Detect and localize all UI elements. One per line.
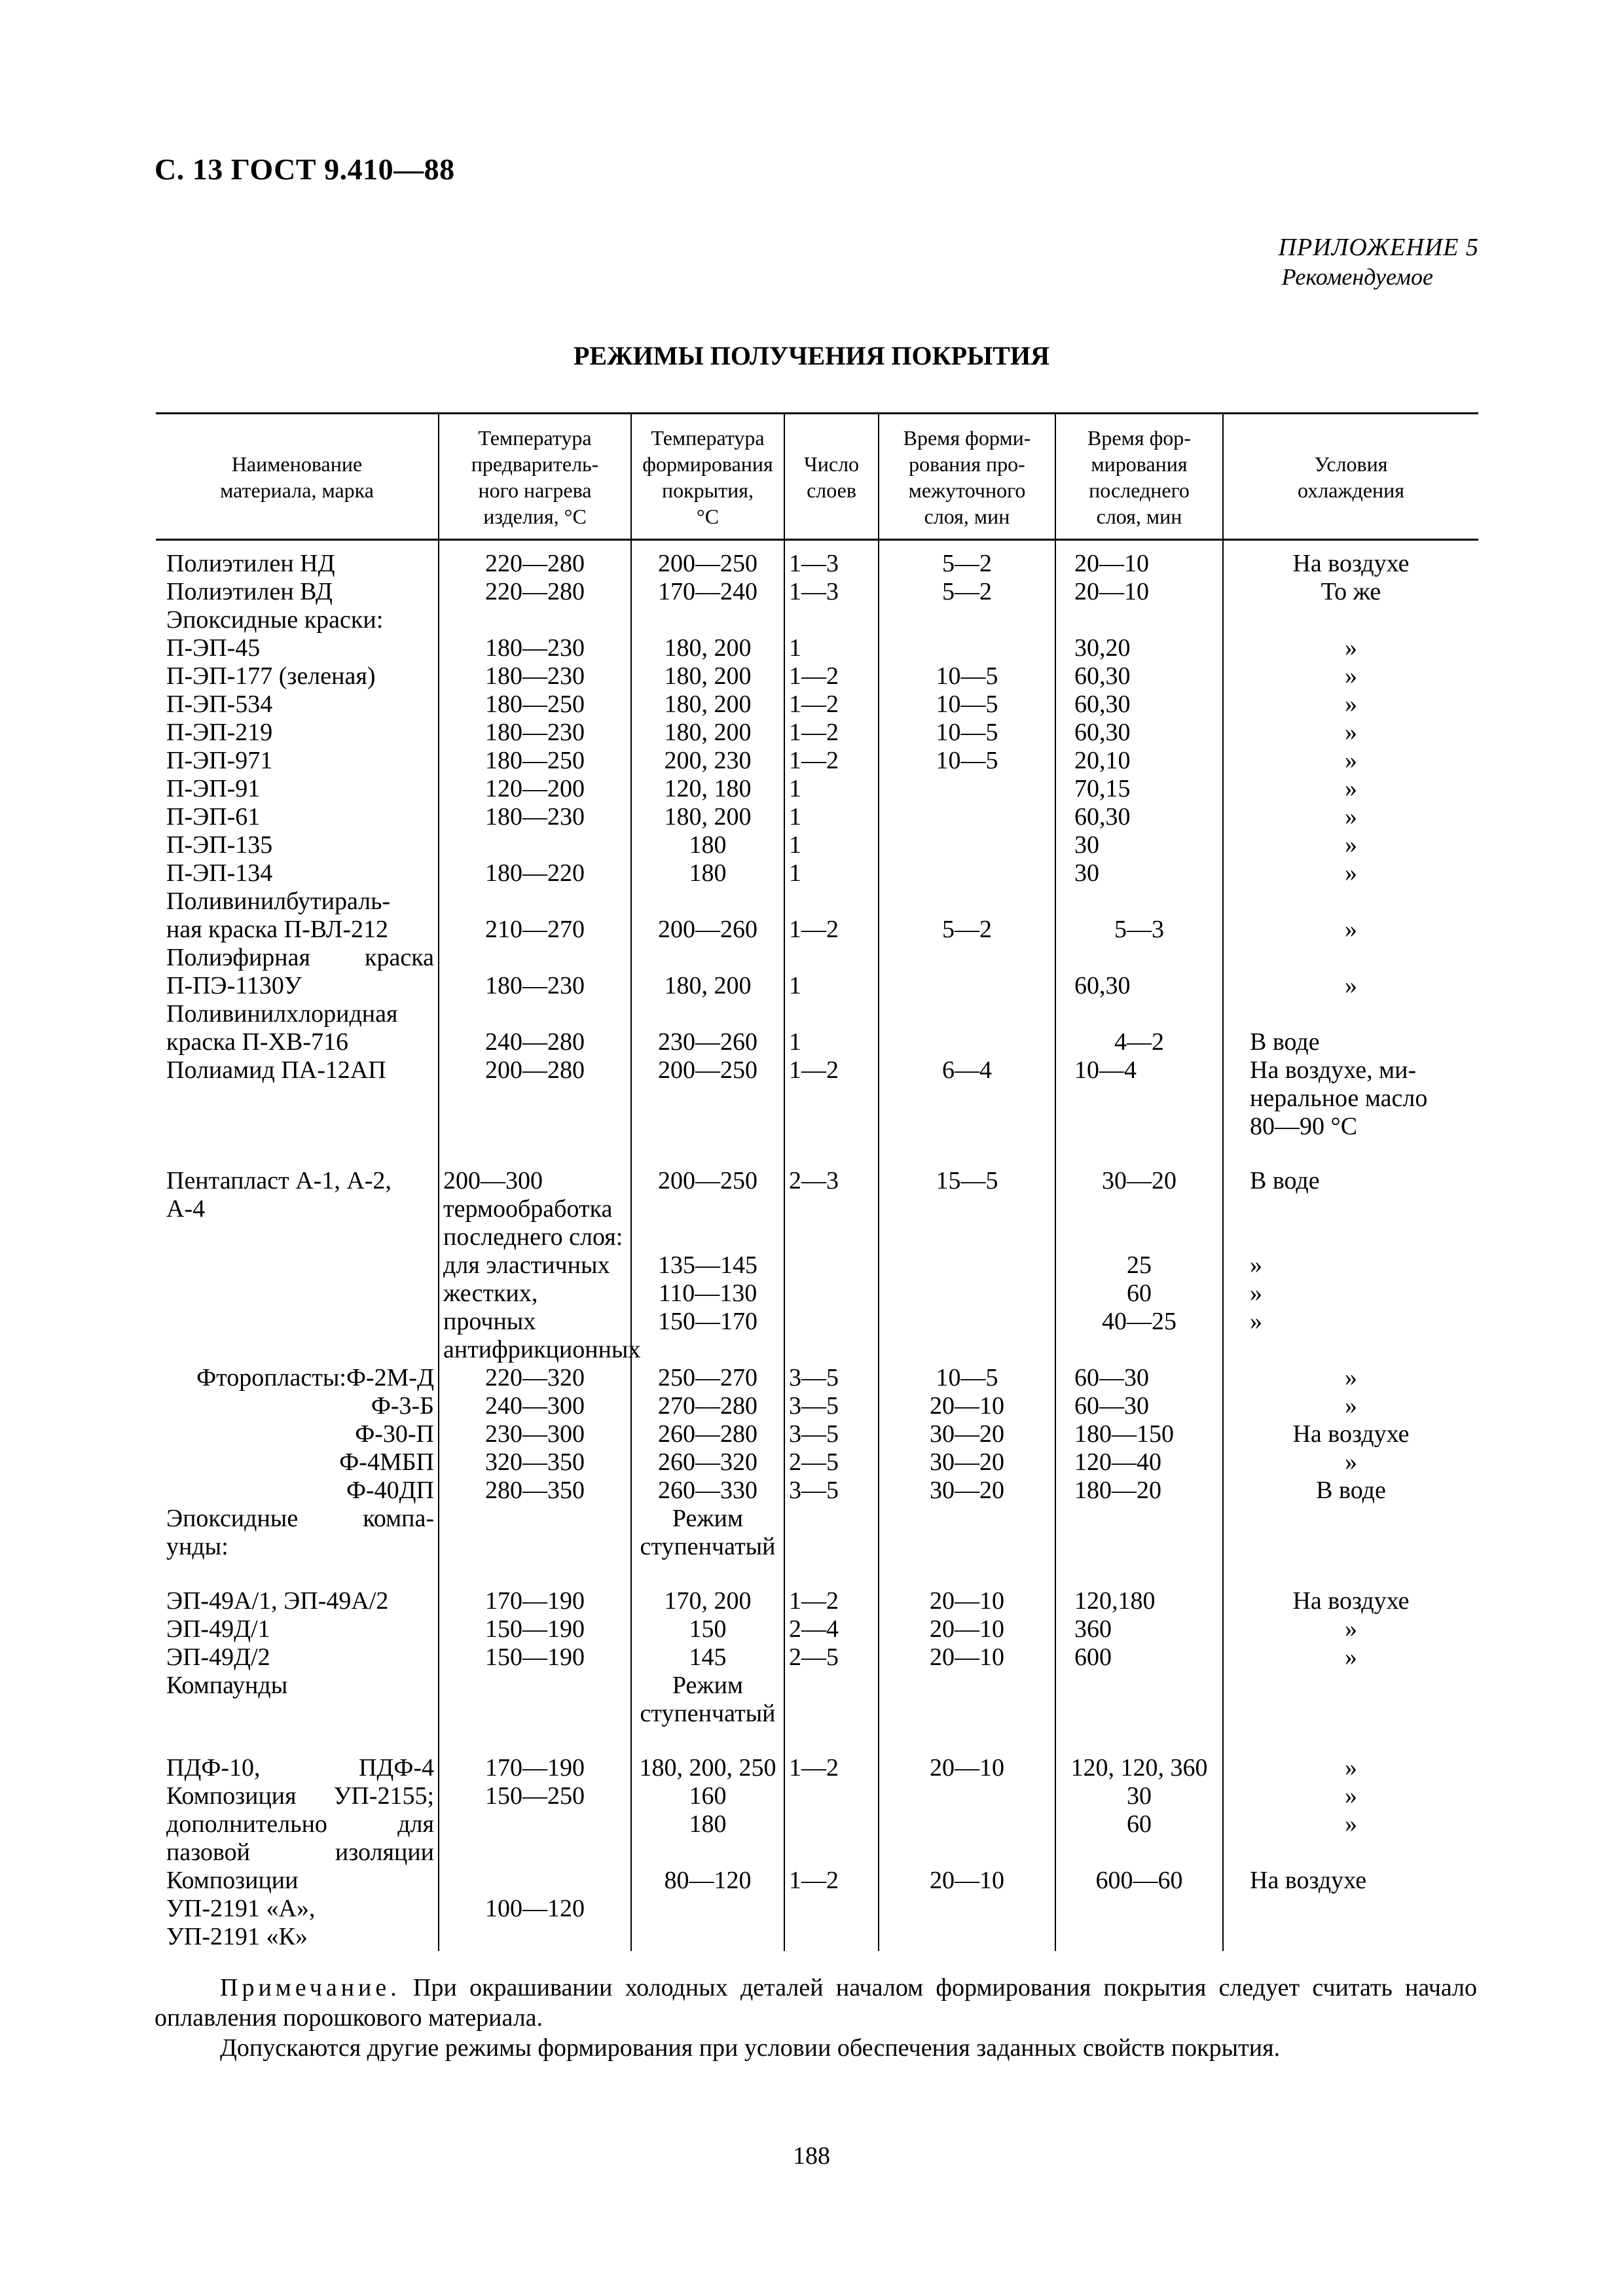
table-cell: 250—270 270—280 260—280 260—320 260—330 xyxy=(631,1364,784,1505)
table-cell: Фторопласты:Ф-2М-Д Ф-3-Б Ф-30-П Ф-4МБП Ф-40ДП xyxy=(196,1364,434,1504)
table-cell xyxy=(784,606,879,634)
table-row xyxy=(156,1141,1478,1364)
table-cell: 1 xyxy=(784,831,879,859)
table-cell: 1—2 2—4 2—5 xyxy=(784,1561,879,1672)
table-cell: 600—60 xyxy=(1055,1867,1223,1951)
table-cell: 200—300 термообработка последнего слоя: для эластичных жестких, прочных антифрикционных xyxy=(439,1141,631,1364)
table-cell: 170—190 150—190 150—190 xyxy=(439,1561,631,1672)
table-cell: 180—230 xyxy=(439,803,631,831)
table-cell: 10—4 xyxy=(1055,1056,1223,1141)
table-row xyxy=(156,944,1478,1000)
table-cell: » xyxy=(1223,634,1478,662)
document-title: РЕЖИМЫ ПОЛУЧЕНИЯ ПОКРЫТИЯ xyxy=(574,341,1049,370)
table-cell: 180—230 xyxy=(439,662,631,691)
table-cell: Режим ступенчатый xyxy=(631,1672,784,1728)
table-cell: » xyxy=(1223,944,1478,1000)
table-cell xyxy=(784,1505,879,1561)
col-header-intermediate-time: Время форми- рования про- межуточного слоя, мин xyxy=(879,414,1055,540)
table-cell: Полиамид ПА-12АП xyxy=(166,1056,386,1084)
table-cell: Эпоксидные компа- унды: xyxy=(166,1505,434,1560)
table-cell: » xyxy=(1223,859,1478,888)
col-header-forming-temp: Температура формирования покрытия, °С xyxy=(631,414,784,540)
appendix-number: ПРИЛОЖЕНИЕ 5 xyxy=(1278,234,1479,261)
table-cell: 20—10 xyxy=(879,1867,1055,1951)
table-row xyxy=(156,1000,1478,1056)
table-cell: 2—3 xyxy=(784,1141,879,1364)
table-row xyxy=(156,831,1478,859)
table-row xyxy=(156,803,1478,831)
table-row xyxy=(156,691,1478,719)
table-cell: 10—5 xyxy=(879,747,1055,775)
note-paragraph-2: Допускаются другие режимы формирования при условии обеспечения заданных свойств покрытия. xyxy=(220,2034,1281,2062)
table-cell: 60,30 xyxy=(1055,662,1223,691)
table-cell xyxy=(879,944,1055,1000)
table-cell: 60,30 xyxy=(1055,803,1223,831)
table-row xyxy=(156,606,1478,634)
table-cell: На воздухе xyxy=(1223,1867,1478,1951)
table-cell: 180—250 xyxy=(439,747,631,775)
table-cell: 1—2 xyxy=(784,691,879,719)
table-cell: 10—5 20—10 30—20 30—20 30—20 xyxy=(879,1364,1055,1505)
table-cell: 30 xyxy=(1055,859,1223,888)
table-cell: Поливинилхлоридная краска П-ХВ-716 xyxy=(166,1000,398,1056)
table-cell: П-ЭП-219 xyxy=(166,719,273,746)
table-cell: 180 xyxy=(631,831,784,859)
table-cell: 220—280 xyxy=(439,578,631,606)
table-cell: На воздухе » » xyxy=(1223,1561,1478,1672)
table-cell: 60,30 xyxy=(1055,691,1223,719)
table-cell: 170—190 150—250 xyxy=(439,1728,631,1867)
table-cell: » xyxy=(1223,775,1478,803)
table-cell: 200—250 xyxy=(631,1056,784,1141)
table-row xyxy=(156,888,1478,944)
col-header-layers: Число слоев xyxy=(784,414,879,540)
table-cell: 170, 200 150 145 xyxy=(631,1561,784,1672)
table-cell: » xyxy=(1223,803,1478,831)
table-header-row xyxy=(156,414,1478,540)
table-cell: » xyxy=(1223,719,1478,747)
table-cell: 220—320 240—300 230—300 320—350 280—350 xyxy=(439,1364,631,1505)
table-cell: 180, 200, 250 160 180 xyxy=(631,1728,784,1867)
table-cell: 120—200 xyxy=(439,775,631,803)
table-cell: » xyxy=(1223,691,1478,719)
table-cell xyxy=(879,634,1055,662)
table-cell: 4—2 xyxy=(1055,1000,1223,1056)
table-cell xyxy=(879,606,1055,634)
table-cell: 180, 200 xyxy=(631,634,784,662)
table-cell xyxy=(439,1505,631,1561)
table-cell: 10—5 xyxy=(879,691,1055,719)
table-row xyxy=(156,578,1478,606)
table-cell: На воздухе, ми- неральное масло 80—90 °С xyxy=(1223,1056,1478,1141)
table-cell: 60—30 60—30 180—150 120—40 180—20 xyxy=(1055,1364,1223,1505)
table-cell xyxy=(879,1672,1055,1728)
table-cell: » » » xyxy=(1223,1728,1478,1867)
table-cell: 5—2 xyxy=(879,888,1055,944)
table-cell: 30 xyxy=(1055,831,1223,859)
table-cell: П-ЭП-134 xyxy=(166,859,273,887)
table-cell: ЭП-49А/1, ЭП-49А/2 ЭП-49Д/1 ЭП-49Д/2 xyxy=(166,1587,389,1671)
table-cell: 180—230 xyxy=(439,634,631,662)
table-cell: Полиэтилен ВД xyxy=(166,578,333,605)
table-cell xyxy=(1223,1672,1478,1728)
table-cell: 30,20 xyxy=(1055,634,1223,662)
table-cell: 1—2 xyxy=(784,747,879,775)
table-cell: 180, 200 xyxy=(631,662,784,691)
table-cell: П-ЭП-45 xyxy=(166,634,261,662)
table-cell xyxy=(879,859,1055,888)
table-cell: 1—3 xyxy=(784,540,879,579)
note-text: При окрашивании холодных деталей началом формирования покрытия следует считать начало оплавления порошкового материала. xyxy=(155,1974,1477,2032)
table-row xyxy=(156,1056,1478,1141)
table-cell: 1—3 xyxy=(784,578,879,606)
table-cell: 210—270 xyxy=(439,888,631,944)
table-cell xyxy=(1223,1505,1478,1561)
table-cell: 1 xyxy=(784,775,879,803)
table-cell: 180—220 xyxy=(439,859,631,888)
table-row xyxy=(156,1867,1478,1951)
table-cell: 180—250 xyxy=(439,691,631,719)
table-cell: 1—2 xyxy=(784,1056,879,1141)
table-cell: 180, 200 xyxy=(631,691,784,719)
table-row xyxy=(156,747,1478,775)
table-row xyxy=(156,634,1478,662)
table-row xyxy=(156,719,1478,747)
table-row xyxy=(156,1672,1478,1728)
table-cell: Эпоксидные краски: xyxy=(166,606,384,634)
table-cell: Композиции УП-2191 «А», УП-2191 «К» xyxy=(166,1867,316,1950)
table-cell: ПДФ-10, ПДФ-4 Композиция УП-2155; дополнительно для пазовой изоляции xyxy=(166,1754,434,1866)
note-label: Примечание. xyxy=(220,1974,401,2001)
table-cell xyxy=(631,606,784,634)
table-cell: 180, 200 xyxy=(631,944,784,1000)
table-cell: В воде » » » xyxy=(1223,1141,1478,1364)
table-cell xyxy=(879,1000,1055,1056)
table-cell xyxy=(1223,606,1478,634)
table-cell xyxy=(879,803,1055,831)
table-cell: 120, 180 xyxy=(631,775,784,803)
table-cell: П-ЭП-61 xyxy=(166,803,261,831)
table-cell xyxy=(439,606,631,634)
table-cell: 6—4 xyxy=(879,1056,1055,1141)
table-cell: 20,10 xyxy=(1055,747,1223,775)
table-cell: 60,30 xyxy=(1055,719,1223,747)
col-header-preheat-temp: Температура предваритель- ного нагрева изделия, °С xyxy=(439,414,631,540)
table-cell: П-ЭП-971 xyxy=(166,747,273,774)
table-row xyxy=(156,662,1478,691)
table-cell: » xyxy=(1223,888,1478,944)
table-cell: 120,180 360 600 xyxy=(1055,1561,1223,1672)
page-number: 188 xyxy=(793,2142,830,2170)
table-cell: 200—280 xyxy=(439,1056,631,1141)
table-cell: П-ЭП-91 xyxy=(166,775,261,802)
table-cell xyxy=(784,1672,879,1728)
table-cell: 1—2 xyxy=(784,1728,879,1867)
table-cell: То же xyxy=(1223,578,1478,606)
table-cell: » xyxy=(1223,831,1478,859)
table-cell xyxy=(1055,1672,1223,1728)
table-cell xyxy=(439,831,631,859)
table-cell: 1 xyxy=(784,634,879,662)
table-cell: 10—5 xyxy=(879,662,1055,691)
table-cell: 180, 200 xyxy=(631,803,784,831)
table-cell: 1 xyxy=(784,944,879,1000)
table-cell: 230—260 xyxy=(631,1000,784,1056)
table-cell: 15—5 xyxy=(879,1141,1055,1364)
table-row xyxy=(156,1364,1478,1505)
table-row xyxy=(156,1728,1478,1867)
table-cell: 5—3 xyxy=(1055,888,1223,944)
table-cell: 20—10 20—10 20—10 xyxy=(879,1561,1055,1672)
table-cell: » xyxy=(1223,747,1478,775)
col-header-material: Наименование материала, марка xyxy=(156,414,439,540)
table-row xyxy=(156,775,1478,803)
table-cell: 60,30 xyxy=(1055,944,1223,1000)
table-cell: 1—2 xyxy=(784,888,879,944)
appendix-status: Рекомендуемое xyxy=(1281,264,1433,290)
col-header-final-time: Время фор- мирования последнего слоя, мин xyxy=(1055,414,1223,540)
table-cell: 240—280 xyxy=(439,1000,631,1056)
table-cell: 20—10 xyxy=(879,1728,1055,1867)
table-cell: Компаунды xyxy=(166,1672,288,1699)
table-cell: 10—5 xyxy=(879,719,1055,747)
table-cell: 1 xyxy=(784,803,879,831)
table-cell: 1—2 xyxy=(784,1867,879,1951)
page-reference: С. 13 ГОСТ 9.410—88 xyxy=(155,152,455,186)
table-cell: 180—230 xyxy=(439,719,631,747)
table-cell: 1—2 xyxy=(784,719,879,747)
table-cell: 5—2 xyxy=(879,540,1055,579)
table-cell xyxy=(879,831,1055,859)
table-cell: 200—260 xyxy=(631,888,784,944)
table-row xyxy=(156,1561,1478,1672)
table-cell: 20—10 xyxy=(1055,578,1223,606)
table-cell: П-ЭП-135 xyxy=(166,831,273,859)
table-cell: Полиэтилен НД xyxy=(166,550,335,577)
table-cell xyxy=(879,775,1055,803)
table-row xyxy=(156,1505,1478,1561)
table-cell: 100—120 xyxy=(439,1867,631,1951)
table-row xyxy=(156,540,1478,579)
table-cell: 3—5 3—5 3—5 2—5 3—5 xyxy=(784,1364,879,1505)
table-cell: » » На воздухе » В воде xyxy=(1223,1364,1478,1505)
table-cell: 1—2 xyxy=(784,662,879,691)
table-cell: Пентапласт А-1, А-2, А-4 xyxy=(166,1167,392,1223)
regimes-table xyxy=(156,412,1478,1951)
table-cell: 170—240 xyxy=(631,578,784,606)
table-cell: 180 xyxy=(631,859,784,888)
table-cell: 1 xyxy=(784,1000,879,1056)
col-header-cooling: Условия охлаждения xyxy=(1223,414,1478,540)
table-cell xyxy=(439,1672,631,1728)
table-cell: П-ЭП-177 (зеленая) xyxy=(166,662,376,690)
note-paragraph xyxy=(155,1973,1477,2033)
table-cell: 30—20 25 60 40—25 xyxy=(1055,1141,1223,1364)
table-cell: 200—250 xyxy=(631,540,784,579)
table-cell: Полиэфирная краска П-ПЭ-1130У xyxy=(166,944,434,999)
table-cell: 220—280 xyxy=(439,540,631,579)
table-cell xyxy=(879,1505,1055,1561)
table-cell xyxy=(1055,1505,1223,1561)
table-cell: 5—2 xyxy=(879,578,1055,606)
table-cell: 70,15 xyxy=(1055,775,1223,803)
appendix-label xyxy=(1279,233,1479,291)
table-cell: 1 xyxy=(784,859,879,888)
table-note xyxy=(155,1973,1477,2063)
table-row xyxy=(156,859,1478,888)
table-cell: 200, 230 xyxy=(631,747,784,775)
table-cell: 20—10 xyxy=(1055,540,1223,579)
table-cell: В воде xyxy=(1223,1000,1478,1056)
table-cell: П-ЭП-534 xyxy=(166,691,273,718)
table-cell: » xyxy=(1223,662,1478,691)
table-cell: 120, 120, 360 30 60 xyxy=(1055,1728,1223,1867)
table-cell: Поливинилбутираль- ная краска П-ВЛ-212 xyxy=(166,888,391,943)
table-cell: 80—120 xyxy=(631,1867,784,1951)
table-cell xyxy=(1055,606,1223,634)
table-cell: 180, 200 xyxy=(631,719,784,747)
table-cell: Режим ступенчатый xyxy=(631,1505,784,1561)
table-cell: На воздухе xyxy=(1223,540,1478,579)
table-cell: 200—250 135—145 110—130 150—170 xyxy=(631,1141,784,1364)
table-cell: 180—230 xyxy=(439,944,631,1000)
